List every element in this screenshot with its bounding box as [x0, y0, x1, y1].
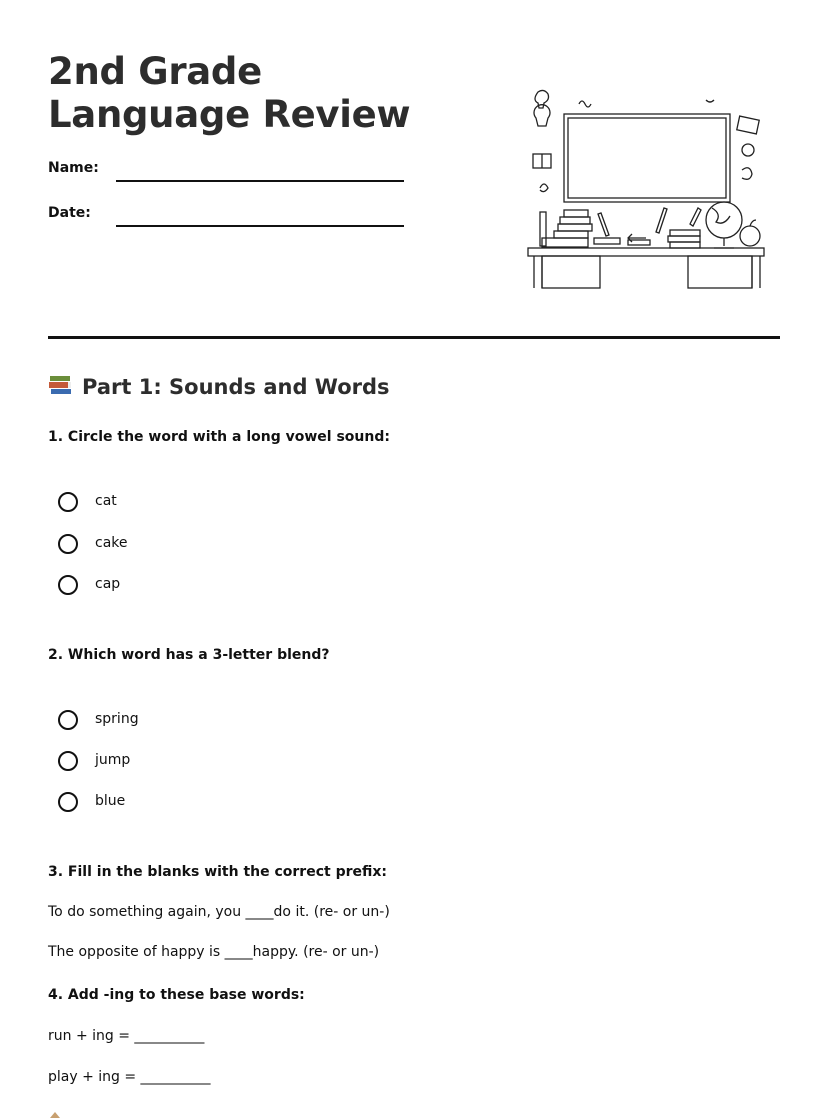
page-title: 2nd Grade Language Review: [48, 50, 411, 136]
name-label: Name:: [48, 160, 99, 176]
part1-heading: [48, 374, 390, 399]
radio-circle[interactable]: [58, 792, 78, 812]
option-label: spring: [95, 711, 139, 727]
radio-circle[interactable]: [58, 492, 78, 512]
section-divider: [48, 336, 780, 339]
q4-prompt: 4. Add -ing to these base words:: [48, 987, 305, 1003]
classroom-chalkboard-desk-icon: [524, 84, 768, 292]
q3-line-2: The opposite of happy is ____happy. (re- or un-): [48, 944, 380, 960]
option-label: cap: [95, 576, 121, 592]
q1-prompt: 1. Circle the word with a long vowel sound:: [48, 429, 390, 445]
option-label: cake: [95, 535, 128, 551]
pencil-icon: [48, 1112, 62, 1118]
radio-circle[interactable]: [58, 751, 78, 771]
date-input-line[interactable]: [116, 225, 404, 227]
option-label: blue: [95, 793, 126, 809]
q3-line-1: To do something again, you ____do it. (re- or un-): [48, 904, 390, 920]
radio-circle[interactable]: [58, 534, 78, 554]
name-input-line[interactable]: [116, 180, 404, 182]
option-label: cat: [95, 493, 117, 509]
q4-line-2: play + ing = __________: [48, 1069, 211, 1085]
radio-circle[interactable]: [58, 575, 78, 595]
q3-prompt: 3. Fill in the blanks with the correct prefix:: [48, 864, 387, 880]
option-label: jump: [95, 752, 131, 768]
q2-prompt: 2. Which word has a 3-letter blend?: [48, 647, 330, 663]
part1-title: Part 1: Sounds and Words: [82, 375, 390, 399]
radio-circle[interactable]: [58, 710, 78, 730]
books-icon: [48, 374, 74, 396]
q4-line-1: run + ing = __________: [48, 1028, 205, 1044]
date-label: Date:: [48, 205, 91, 221]
